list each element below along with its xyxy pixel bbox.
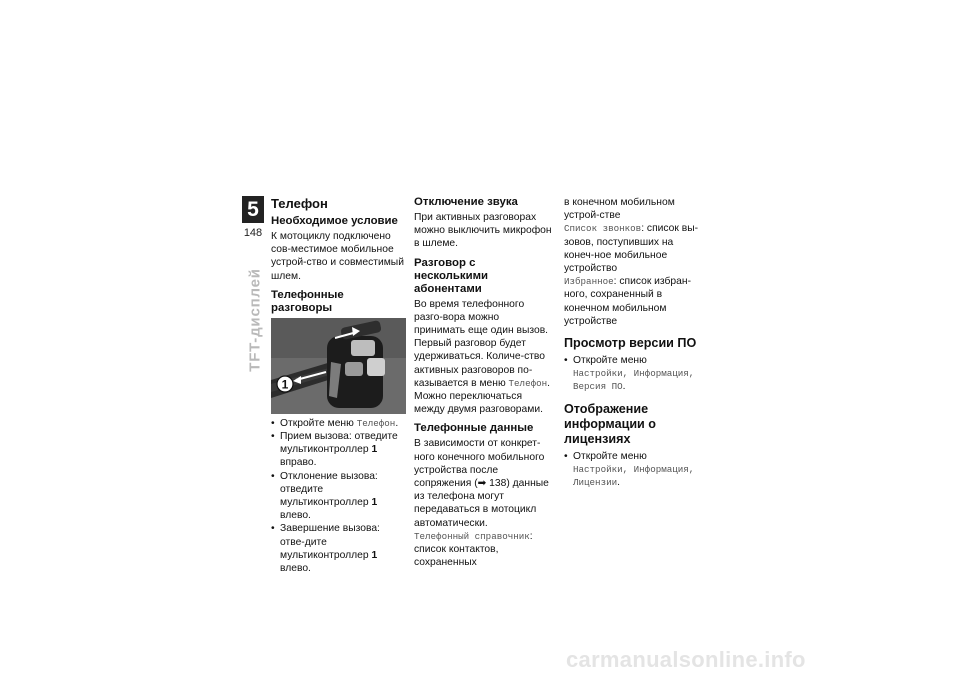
- license-bullet-list: [564, 450, 702, 490]
- column-1: [271, 196, 406, 575]
- list-item: • Откройте меню Настройки, Информация, Лицензии.: [564, 450, 702, 490]
- list-item: • Откройте меню Телефон.: [271, 417, 406, 430]
- heading-licenses: Отображение информации о лицензиях: [564, 401, 656, 446]
- handlebar-controls-photo: [271, 318, 406, 414]
- heading-multiple-callers: Разговор с несколькими абонентами: [414, 256, 488, 295]
- column-3: [564, 196, 702, 489]
- heading-software-version: Просмотр версии ПО: [564, 336, 697, 351]
- column-2: [414, 196, 552, 569]
- text-contacts: Телефонный справочник: список контактов, сохраненных: [414, 530, 533, 569]
- text-multiple-callers: Во время телефонного разго-вора можно принимать еще один вызов. Первый разговор будет удерживаться. Количе-ство активных разговоров по-казывается в меню Телефон. Можно переключаться между двумя разговорами.: [414, 298, 551, 416]
- text-mute: При активных разговорах можно выключить микрофон в шлеме.: [414, 212, 552, 250]
- list-item: • Завершение вызова: отве-дите мультиконтроллер 1 влево.: [271, 522, 406, 575]
- text-favourites: Избранное: список избран-ного, сохраненный в конечном мобильном устройстве: [564, 276, 692, 327]
- version-bullet-list: [564, 354, 702, 394]
- watermark: carmanualsonline.info: [566, 647, 806, 672]
- list-item: • Отклонение вызова: отведите мультиконтроллер 1 влево.: [271, 470, 406, 523]
- calls-bullet-list: [271, 417, 406, 575]
- page-number: 148: [243, 227, 263, 239]
- text-phone-data: В зависимости от конкрет-ного конечного мобильного устройства после сопряжения (➡ 138) данные из телефона могут передаваться в мотоцикл автоматически.: [414, 438, 549, 529]
- chapter-side-title: TFT-дисплей: [246, 268, 264, 372]
- list-item: • Прием вызова: отведите мультиконтроллер 1 вправо.: [271, 430, 406, 470]
- photo-callout-label: 1: [281, 377, 289, 392]
- heading-mute: Отключение звука: [414, 196, 518, 208]
- chapter-number: 5: [242, 196, 264, 223]
- heading-phone-data: Телефонные данные: [414, 422, 534, 435]
- section-title: Телефон: [271, 196, 328, 211]
- page-reference-arrow-icon: ➡: [477, 478, 487, 490]
- heading-requirement: Необходимое условие: [271, 215, 398, 227]
- text-requirement: К мотоциклу подключено сов-местимое мобильное устрой-ство и совместимый шлем.: [271, 231, 404, 282]
- list-item: • Откройте меню Настройки, Информация, Версия ПО.: [564, 354, 702, 394]
- text-call-list: Список звонков: список вы-зовов, поступивших на конеч-ное мобильное устройство: [564, 223, 699, 275]
- text-contacts-continued: в конечном мобильном устрой-стве: [564, 197, 675, 222]
- heading-calls: Телефонные разговоры: [271, 288, 344, 314]
